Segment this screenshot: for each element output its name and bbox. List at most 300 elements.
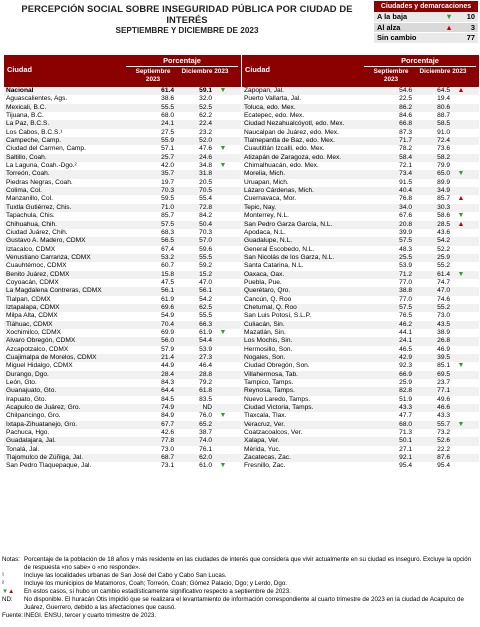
- december-value: 38.9: [437, 328, 450, 336]
- left-table-header: [4, 55, 241, 87]
- september-value: 61.4: [161, 87, 174, 94]
- september-value: 46.5: [399, 345, 412, 353]
- city-name: Álvaro Obregón, CDMX: [6, 337, 76, 345]
- december-value: 20.5: [199, 178, 212, 186]
- city-name: La Magdalena Contreras, CDMX: [6, 287, 102, 295]
- september-value: 55.9: [161, 137, 174, 145]
- table-row: [242, 262, 479, 270]
- city-name: Guadalupe, N.L.: [244, 237, 293, 245]
- change-icon-cell: [212, 145, 234, 153]
- city-name: Culiacán, Sin.: [244, 320, 285, 328]
- september-value: 68.0: [399, 420, 412, 428]
- change-icon-cell: [450, 337, 472, 345]
- change-icon-cell: [450, 212, 472, 220]
- september-value: 39.9: [399, 228, 412, 236]
- change-icon-cell: [450, 437, 472, 445]
- september-value: 21.4: [161, 354, 174, 361]
- change-icon-cell: [212, 237, 234, 245]
- september-value: 53.9: [399, 262, 412, 270]
- city-name: Tepic, Nay.: [244, 203, 277, 211]
- december-value: 62.0: [199, 454, 212, 462]
- december-value: 15.2: [199, 270, 212, 278]
- note-row: [2, 588, 478, 596]
- december-value: 79.9: [437, 162, 450, 170]
- city-name: Torreón, Coah.: [6, 170, 50, 178]
- september-value: 57.5: [161, 220, 174, 228]
- change-icon-cell: [450, 104, 472, 112]
- city-name: Cuernavaca, Mor.: [244, 195, 297, 203]
- table-row: [4, 396, 241, 404]
- december-value: 28.5: [437, 220, 450, 228]
- table-row: [4, 296, 241, 304]
- december-value: 73.0: [437, 312, 450, 320]
- city-name: Venustiano Carranza, CDMX: [6, 253, 91, 261]
- december-value: 95.4: [437, 462, 450, 470]
- december-value: 84.2: [199, 212, 212, 220]
- city-name: Tlaxcala, Tlax.: [244, 412, 287, 420]
- city-name: Guadalajara, Jal.: [6, 437, 56, 445]
- september-value: 71.0: [161, 203, 174, 211]
- september-value: 61.9: [161, 295, 174, 303]
- change-icon-cell: [212, 412, 234, 420]
- table-row: [4, 145, 241, 153]
- table-row: [242, 329, 479, 337]
- arrow-down-icon: ▼: [457, 170, 465, 178]
- september-value: 25.7: [161, 153, 174, 161]
- change-icon-cell: [212, 162, 234, 170]
- city-name: General Escobedo, N.L.: [244, 245, 315, 253]
- arrow-down-icon: ▼: [219, 462, 227, 470]
- summary-row: [374, 33, 478, 44]
- september-value: 27.1: [399, 445, 412, 453]
- september-value: 77.0: [399, 278, 412, 286]
- september-value: 54.9: [161, 312, 174, 320]
- september-value: 25.9: [399, 379, 412, 387]
- table-row: [242, 246, 479, 254]
- december-value: 85.1: [437, 362, 450, 370]
- change-icon-cell: [450, 362, 472, 370]
- change-icon-cell: [212, 312, 234, 320]
- september-value: 84.6: [399, 112, 412, 120]
- september-value: 25.5: [399, 253, 412, 261]
- table-row: [242, 421, 479, 429]
- summary-value: 10: [466, 12, 475, 22]
- city-name: Tonalá, Jal.: [6, 445, 40, 453]
- table-row: [242, 204, 479, 212]
- city-name: Ixtapa-Zihuatanejo, Gro.: [6, 420, 78, 428]
- change-icon-cell: [450, 137, 472, 145]
- note-key: Fuente:: [2, 612, 23, 619]
- september-value: 68.0: [161, 112, 174, 120]
- city-name: Saltillo, Coah.: [6, 153, 47, 161]
- city-name: Manzanillo, Col.: [6, 195, 53, 203]
- note-row: [2, 580, 478, 588]
- december-value: 79.2: [199, 379, 212, 387]
- december-value: 47.0: [437, 287, 450, 295]
- september-value: 73.0: [161, 445, 174, 453]
- table-row: [242, 454, 479, 462]
- table-row: [4, 170, 241, 178]
- table-row: [4, 337, 241, 345]
- table-row: [242, 354, 479, 362]
- city-name: Colima, Col.: [6, 187, 42, 195]
- table-row: [242, 387, 479, 395]
- summary-label: A la baja: [377, 12, 408, 22]
- change-icon-cell: [450, 246, 472, 254]
- september-value: 42.6: [161, 429, 174, 437]
- december-value: 31.8: [199, 170, 212, 178]
- december-value: 72.8: [199, 203, 212, 211]
- september-value: 50.1: [399, 437, 412, 445]
- city-name: Xalapa, Ver.: [244, 437, 280, 445]
- table-row: [242, 237, 479, 245]
- december-value: 27.3: [199, 354, 212, 361]
- december-value: 24.6: [199, 153, 212, 161]
- september-value: 77.8: [161, 437, 174, 445]
- table-row: [242, 129, 479, 137]
- percent-column-header: Porcentaje: [364, 56, 476, 67]
- city-column-header: Ciudad: [245, 65, 271, 74]
- table-row: [4, 254, 241, 262]
- change-icon-cell: [212, 279, 234, 287]
- summary-label: Sin cambio: [377, 33, 417, 43]
- table-row: [4, 221, 241, 229]
- september-value: 71.3: [399, 429, 412, 437]
- change-icon-cell: [450, 287, 472, 295]
- city-name: Ecatepec, edo. Mex.: [244, 112, 305, 120]
- arrow-down-icon: ▼: [2, 588, 9, 595]
- city-name: Morelia, Mich.: [244, 170, 286, 178]
- december-value: 22.4: [199, 120, 212, 128]
- change-icon-cell: [212, 304, 234, 312]
- table-row: [4, 237, 241, 245]
- change-icon-cell: [212, 154, 234, 162]
- note-text: Incluye los municipios de Matamoros, Coah; Torreón, Coah; Gómez Palacio, Dgo; y Lerdo, Dgo.: [24, 580, 287, 587]
- september-value: 20.8: [399, 220, 412, 228]
- change-icon-cell: [450, 462, 472, 470]
- table-row: [4, 387, 241, 395]
- september-value: 72.1: [399, 162, 412, 170]
- december-value: 34.9: [437, 187, 450, 195]
- december-value: 25.9: [437, 253, 450, 261]
- note-row: [2, 556, 478, 572]
- note-text: INEGI. ENSU, tercer y cuarto trimestre de 2023.: [24, 612, 157, 619]
- change-icon-cell: [212, 204, 234, 212]
- table-row: [4, 120, 241, 128]
- change-icon-cell: [450, 321, 472, 329]
- table-row: [4, 362, 241, 370]
- september-value: 77.0: [399, 295, 412, 303]
- table-row: [242, 179, 479, 187]
- table-row: [242, 195, 479, 203]
- city-name: Iztapalapa, CDMX: [6, 303, 60, 311]
- city-name: Ciudad del Carmen, Camp.: [6, 145, 86, 153]
- change-icon-cell: [450, 195, 472, 203]
- december-value: 49.6: [437, 395, 450, 403]
- december-value: 65.0: [437, 170, 450, 178]
- december-value: 85.7: [437, 195, 450, 203]
- city-name: Santa Catarina, N.L.: [244, 262, 304, 270]
- september-value: 42.0: [161, 162, 174, 170]
- september-value: 87.3: [399, 128, 412, 136]
- december-value: 62.2: [199, 112, 212, 120]
- september-value: 55.5: [161, 103, 174, 111]
- december-value: 58.6: [437, 212, 450, 220]
- september-value: 82.8: [399, 387, 412, 395]
- change-icon-cell: [450, 262, 472, 270]
- september-value: 68.7: [161, 454, 174, 462]
- city-name: Piedras Negras, Coah.: [6, 178, 73, 186]
- table-row: [4, 287, 241, 295]
- table-row: [4, 321, 241, 329]
- change-icon-cell: [450, 87, 472, 95]
- december-value: 83.5: [199, 395, 212, 403]
- december-value: 46.4: [199, 362, 212, 370]
- city-name: Tlalpan, CDMX: [6, 295, 51, 303]
- december-value: 22.2: [437, 445, 450, 453]
- september-value: 46.2: [399, 320, 412, 328]
- change-icon-cell: [212, 254, 234, 262]
- city-name: Tapachula, Chis.: [6, 212, 55, 220]
- arrow-down-icon: ▼: [457, 420, 465, 428]
- december-value: 46.6: [437, 404, 450, 412]
- change-icon-cell: [212, 170, 234, 178]
- city-name: Aguascalientes, Ags.: [6, 95, 68, 103]
- table-row: [4, 229, 241, 237]
- change-icon-cell: [450, 204, 472, 212]
- december-value: 74.0: [199, 437, 212, 445]
- table-row: [242, 254, 479, 262]
- table-row: [242, 304, 479, 312]
- september-value: 95.4: [399, 462, 412, 470]
- december-value: 54.2: [437, 237, 450, 245]
- city-name: Atizapán de Zaragoza, edo. Mex.: [244, 153, 342, 161]
- right-table-body: [242, 87, 479, 471]
- city-name: Tijuana, B.C.: [6, 112, 44, 120]
- september-value: 69.9: [161, 328, 174, 336]
- right-table: [242, 55, 479, 471]
- city-name: La Laguna, Coah.-Dgo.²: [6, 162, 77, 170]
- change-icon-cell: [212, 246, 234, 254]
- december-value: 72.4: [437, 137, 450, 145]
- september-value: 85.7: [161, 212, 174, 220]
- arrow-down-icon: ▼: [219, 162, 227, 170]
- city-name: Nacional: [6, 87, 34, 94]
- december-value: 87.6: [437, 454, 450, 462]
- table-row: [242, 362, 479, 370]
- september-value: 91.5: [399, 178, 412, 186]
- change-icon-cell: [450, 221, 472, 229]
- city-name: Oaxaca, Oax.: [244, 270, 285, 278]
- change-icon-cell: [450, 404, 472, 412]
- september-value: 73.1: [161, 462, 174, 470]
- note-key: ¹: [2, 572, 5, 579]
- december-value: 66.3: [199, 320, 212, 328]
- city-name: Gustavo A. Madero, CDMX: [6, 237, 86, 245]
- city-name: Guanajuato, Gto.: [6, 387, 57, 395]
- september-value: 35.7: [161, 170, 174, 178]
- september-value: 42.9: [399, 354, 412, 361]
- arrow-down-icon: ▼: [219, 145, 227, 153]
- change-icon-cell: [450, 170, 472, 178]
- table-row: [4, 279, 241, 287]
- december-value: 43.5: [437, 320, 450, 328]
- december-value: 43.3: [437, 412, 450, 420]
- percent-column-header: Porcentaje: [126, 56, 238, 67]
- change-icon-cell: [450, 187, 472, 195]
- december-value: 23.7: [437, 379, 450, 387]
- september-value: 22.5: [399, 95, 412, 103]
- change-icon-cell: [450, 329, 472, 337]
- december-value: 19.4: [437, 95, 450, 103]
- september-value: 48.3: [399, 245, 412, 253]
- note-key: ND:: [2, 596, 13, 603]
- december-value: 80.6: [437, 103, 450, 111]
- december-value: 59.2: [199, 262, 212, 270]
- note-row: [2, 572, 478, 580]
- december-value: ND: [202, 404, 212, 412]
- table-row: [242, 120, 479, 128]
- december-value: 52.0: [199, 137, 212, 145]
- city-name: Zacatecas, Zac.: [244, 454, 291, 462]
- september-value: 58.4: [399, 153, 412, 161]
- city-name: Los Cabos, B.C.S.¹: [6, 128, 63, 136]
- city-name: San Pedro Garza García, N.L.: [244, 220, 333, 228]
- note-text: Incluye las localidades urbanas de San José del Cabo y Cabo San Lucas.: [24, 572, 227, 579]
- september-column-header: Septiembre 2023: [373, 68, 409, 83]
- december-value: 70.5: [199, 187, 212, 195]
- september-value: 47.5: [161, 278, 174, 286]
- city-name: Cuauhtémoc, CDMX: [6, 262, 67, 270]
- change-icon-cell: [212, 129, 234, 137]
- table-row: [4, 446, 241, 454]
- note-row: [2, 612, 478, 620]
- table-row: [242, 404, 479, 412]
- change-icon-cell: [450, 371, 472, 379]
- september-value: 54.6: [399, 87, 412, 94]
- change-icon-cell: [450, 454, 472, 462]
- change-icon-cell: [450, 120, 472, 128]
- table-row: [242, 296, 479, 304]
- summary-row: [374, 12, 478, 23]
- table-row: [4, 104, 241, 112]
- summary-row: [374, 23, 478, 34]
- december-value: 55.5: [199, 312, 212, 320]
- change-icon-cell: [450, 279, 472, 287]
- city-name: San Luis Potosí, S.L.P.: [244, 312, 311, 320]
- december-value: 38.7: [199, 429, 212, 437]
- december-value: 70.3: [199, 228, 212, 236]
- change-icon-cell: [212, 387, 234, 395]
- september-value: 76.8: [399, 195, 412, 203]
- city-name: Querétaro, Qro.: [244, 287, 291, 295]
- city-name: Villahermosa, Tab.: [244, 370, 299, 378]
- december-value: 88.7: [437, 112, 450, 120]
- summary-icon-cell: [442, 12, 456, 21]
- change-icon-cell: [450, 346, 472, 354]
- table-row: [4, 304, 241, 312]
- change-icon-cell: [212, 354, 234, 362]
- summary-value: 3: [470, 22, 475, 32]
- december-value: 39.5: [437, 354, 450, 361]
- change-icon-cell: [212, 454, 234, 462]
- table-row: [242, 229, 479, 237]
- table-row: [242, 112, 479, 120]
- table-row: [4, 329, 241, 337]
- city-name: Tlajomulco de Zúñiga, Jal.: [6, 454, 83, 462]
- december-value: 58.5: [437, 120, 450, 128]
- september-value: 66.8: [399, 120, 412, 128]
- note-row: [2, 596, 478, 612]
- city-name: Uruapan, Mich.: [244, 178, 289, 186]
- december-value: 73.6: [437, 145, 450, 153]
- table-row: [4, 429, 241, 437]
- table-row: [242, 346, 479, 354]
- city-name: Benito Juárez, CDMX: [6, 270, 70, 278]
- table-row: [4, 404, 241, 412]
- note-key: Notas:: [2, 556, 20, 563]
- change-icon-cell: [212, 179, 234, 187]
- city-name: Pachuca, Hgo.: [6, 429, 50, 437]
- arrow-down-icon: ▼: [219, 328, 227, 336]
- table-row: [4, 354, 241, 362]
- table-row: [242, 337, 479, 345]
- september-value: 56.5: [161, 237, 174, 245]
- september-value: 70.3: [161, 187, 174, 195]
- city-name: Cancún, Q. Roo: [244, 295, 292, 303]
- table-row: [242, 104, 479, 112]
- change-icon-cell: [212, 421, 234, 429]
- table-row: [242, 271, 479, 279]
- table-row: [4, 437, 241, 445]
- december-value: 61.4: [437, 270, 450, 278]
- december-value: 26.8: [437, 337, 450, 345]
- change-icon-cell: [450, 129, 472, 137]
- september-value: 71.7: [399, 137, 412, 145]
- city-name: Milpa Alta, CDMX: [6, 312, 58, 320]
- note-text: En estos casos, sí hubo un cambio estadísticamente significativo respecto a septiembre de 2023.: [24, 588, 291, 595]
- december-value: 56.1: [199, 287, 212, 295]
- september-value: 38.8: [399, 287, 412, 295]
- table-row: [4, 421, 241, 429]
- december-value: 47.6: [199, 145, 212, 153]
- september-value: 40.4: [399, 187, 412, 195]
- table-row: [242, 379, 479, 387]
- city-name: Puebla, Pue.: [244, 278, 282, 286]
- december-value: 32.0: [199, 95, 212, 103]
- city-name: Coyoacán, CDMX: [6, 278, 59, 286]
- city-name: Mazatlán, Sin.: [244, 328, 286, 336]
- table-row: [242, 437, 479, 445]
- change-icon-cell: [212, 337, 234, 345]
- table-row: [242, 145, 479, 153]
- city-name: San Nicolás de los Garza, N.L.: [244, 253, 335, 261]
- change-icon-cell: [212, 437, 234, 445]
- september-value: 44.1: [399, 328, 412, 336]
- change-icon-cell: [212, 429, 234, 437]
- change-icon-cell: [450, 271, 472, 279]
- september-value: 51.9: [399, 395, 412, 403]
- december-value: 57.0: [199, 237, 212, 245]
- change-icon-cell: [212, 446, 234, 454]
- december-column-header: Diciembre 2023: [419, 68, 467, 75]
- december-value: 65.2: [199, 420, 212, 428]
- december-value: 55.2: [437, 303, 450, 311]
- table-row: [242, 279, 479, 287]
- table-row: [242, 154, 479, 162]
- december-value: 76.0: [199, 412, 212, 420]
- table-row: [242, 170, 479, 178]
